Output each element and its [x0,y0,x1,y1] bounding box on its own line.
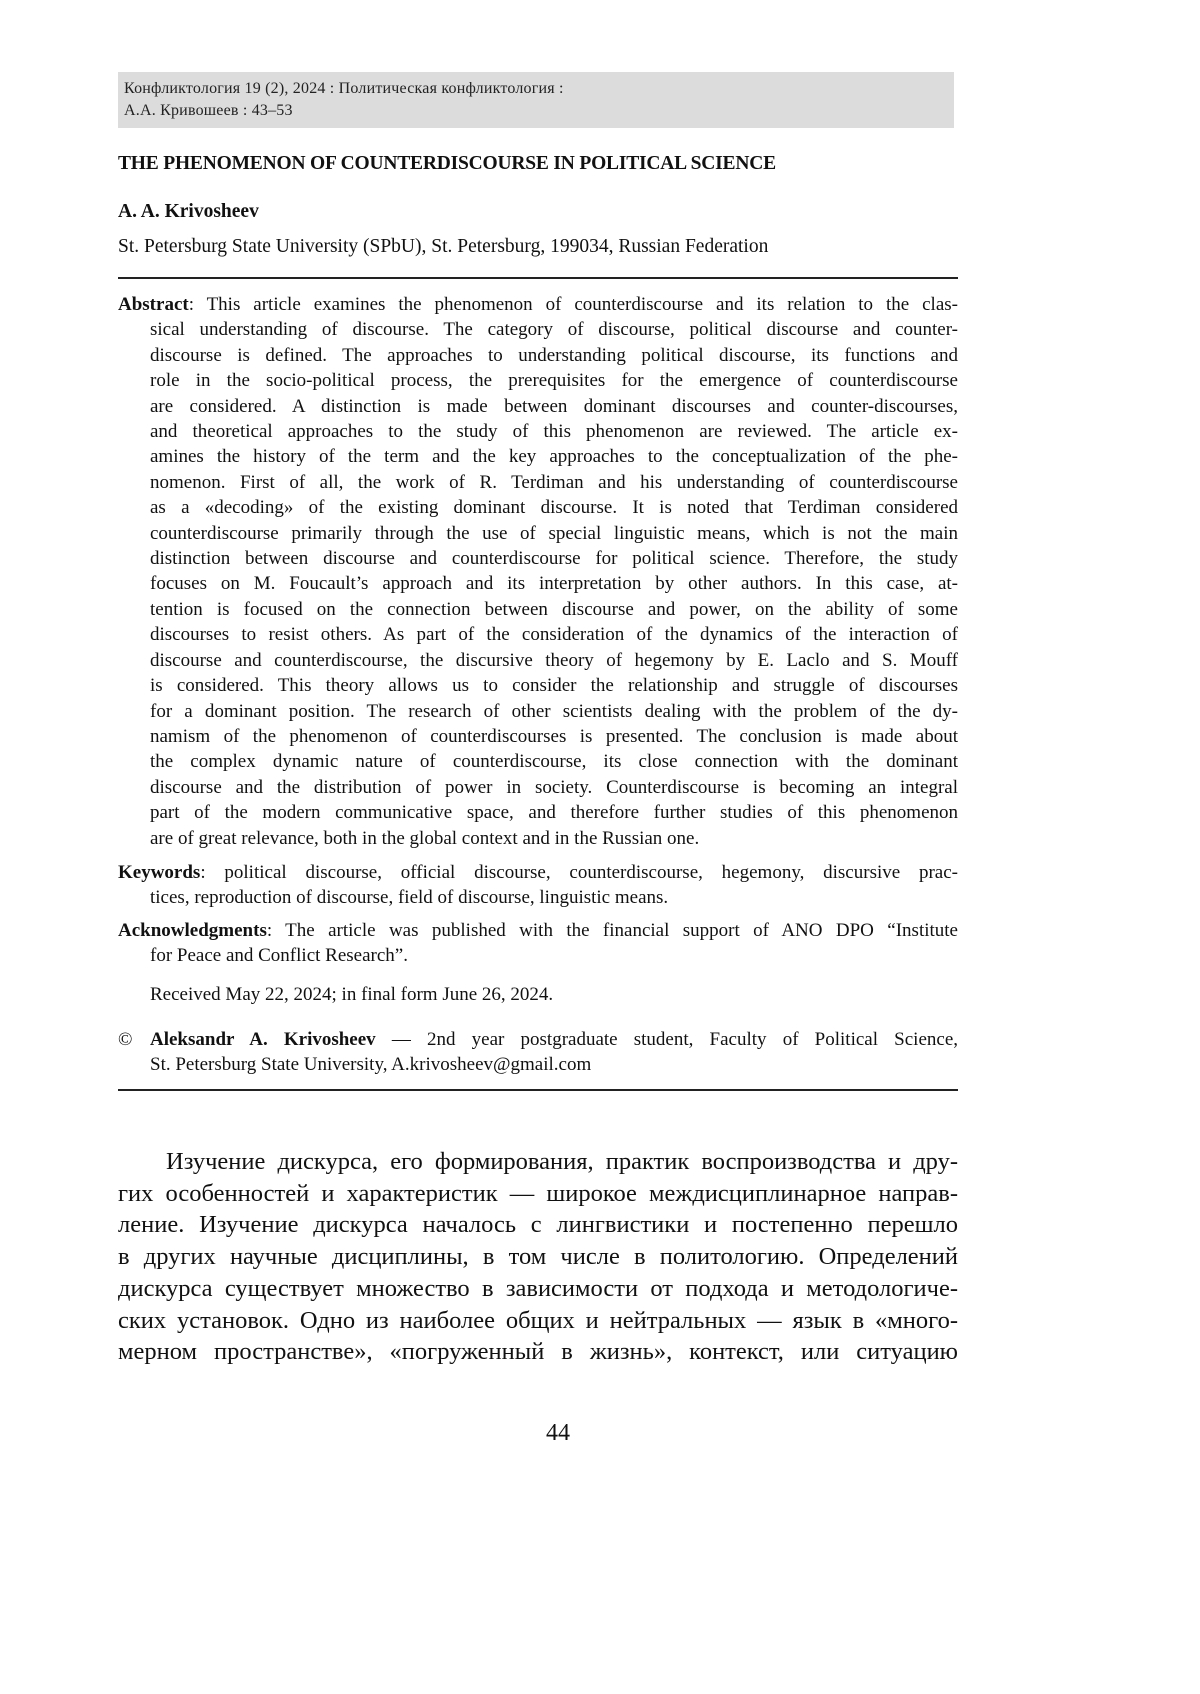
running-header-line-2: А.А. Кривошеев : 43–53 [124,100,948,122]
abstract-line: discourse and counterdiscourse, the discursive theory of hegemony by E. Laclo and S. Mouff [118,648,958,673]
body-line: ление. Изучение дискурса началось с лингвистики и постепенно перешло [118,1209,958,1241]
copyright-symbol: © [118,1027,150,1052]
keywords-line: tices, reproduction of discourse, field of discourse, linguistic means. [118,885,958,910]
abstract-line: part of the modern communicative space, and therefore further studies of this phenomenon [118,800,958,825]
body-text [118,1146,958,1368]
abstract-line: discourse and the distribution of power in society. Counterdiscourse is becoming an integral [118,775,958,800]
abstract-line: counterdiscourse primarily through the use of special linguistic means, which is not the main [118,521,958,546]
abstract-line: are considered. A distinction is made between dominant discourses and counter-discourses, [118,394,958,419]
acknowledgments [118,918,958,969]
author-name: A. A. Krivosheev [118,201,259,223]
author-position: — 2nd year postgraduate student, Faculty of Political Science, [376,1029,958,1050]
abstract-line: Abstract: This article examines the phenomenon of counterdiscourse and its relation to the clas- [118,292,958,317]
author-contact: St. Petersburg State University, A.krivosheev@gmail.com [118,1052,958,1077]
page-number: 44 [0,1420,1116,1447]
abstract-line: for a dominant position. The research of other scientists dealing with the problem of the dy- [118,699,958,724]
abstract-line: tention is focused on the connection between discourse and power, on the ability of some [118,597,958,622]
acknowledgments-line: for Peace and Conflict Research”. [118,943,958,968]
body-line: дискурса существует множество в зависимости от подхода и методологиче- [118,1273,958,1305]
abstract-line: as a «decoding» of the existing dominant discourse. It is noted that Terdiman considered [118,495,958,520]
abstract-line: and theoretical approaches to the study of this phenomenon are reviewed. The article ex- [118,419,958,444]
author-full-name: Aleksandr A. Krivosheev [150,1029,376,1050]
abstract [118,292,958,851]
abstract-line: role in the socio-political process, the prerequisites for the emergence of counterdiscourse [118,368,958,393]
abstract-line: nomenon. First of all, the work of R. Terdiman and his understanding of counterdiscourse [118,470,958,495]
author-affiliation: St. Petersburg State University (SPbU), St. Petersburg, 199034, Russian Federation [118,236,768,258]
abstract-line: amines the history of the term and the key approaches to the conceptualization of the phe- [118,444,958,469]
abstract-line: focuses on M. Foucault’s approach and its interpretation by other authors. In this case, at- [118,571,958,596]
abstract-line: discourses to resist others. As part of the consideration of the dynamics of the interaction of [118,622,958,647]
keywords-label: Keywords [118,862,200,883]
divider-top [118,277,958,279]
acknowledgments-line: Acknowledgments: The article was published with the financial support of ANO DPO “Institute [118,918,958,943]
abstract-line: namism of the phenomenon of counterdiscourses is presented. The conclusion is made about [118,724,958,749]
abstract-line: sical understanding of discourse. The category of discourse, political discourse and counter- [118,317,958,342]
abstract-line: is considered. This theory allows us to consider the relationship and struggle of discourses [118,673,958,698]
abstract-line: the complex dynamic nature of counterdiscourse, its close connection with the dominant [118,749,958,774]
body-line: ских установок. Одно из наиболее общих и нейтральных — язык в «много- [118,1305,958,1337]
body-line: Изучение дискурса, его формирования, практик воспроизводства и дру- [118,1146,958,1178]
article-title: THE PHENOMENON OF COUNTERDISCOURSE IN POLITICAL SCIENCE [118,153,776,175]
abstract-line: discourse is defined. The approaches to understanding political discourse, its functions and [118,343,958,368]
abstract-label: Abstract [118,294,189,315]
author-info [118,1027,958,1078]
abstract-line: are of great relevance, both in the global context and in the Russian one. [118,826,958,851]
body-line: мерном пространстве», «погруженный в жизнь», контекст, или ситуацию [118,1336,958,1368]
acknowledgments-label: Acknowledgments [118,920,267,941]
keywords-line: Keywords: political discourse, official discourse, counterdiscourse, hegemony, discursive prac- [118,860,958,885]
divider-bottom [118,1089,958,1091]
keywords [118,860,958,911]
body-line: в других научные дисциплины, в том числе в политологию. Определений [118,1241,958,1273]
running-header-line-1: Конфликтология 19 (2), 2024 : Политическая конфликтология : [124,78,948,100]
running-header [118,72,954,128]
abstract-line: distinction between discourse and counterdiscourse for political science. Therefore, the study [118,546,958,571]
body-line: гих особенностей и характеристик — широкое междисциплинарное направ- [118,1178,958,1210]
received-dates: Received May 22, 2024; in final form June 26, 2024. [118,982,990,1007]
